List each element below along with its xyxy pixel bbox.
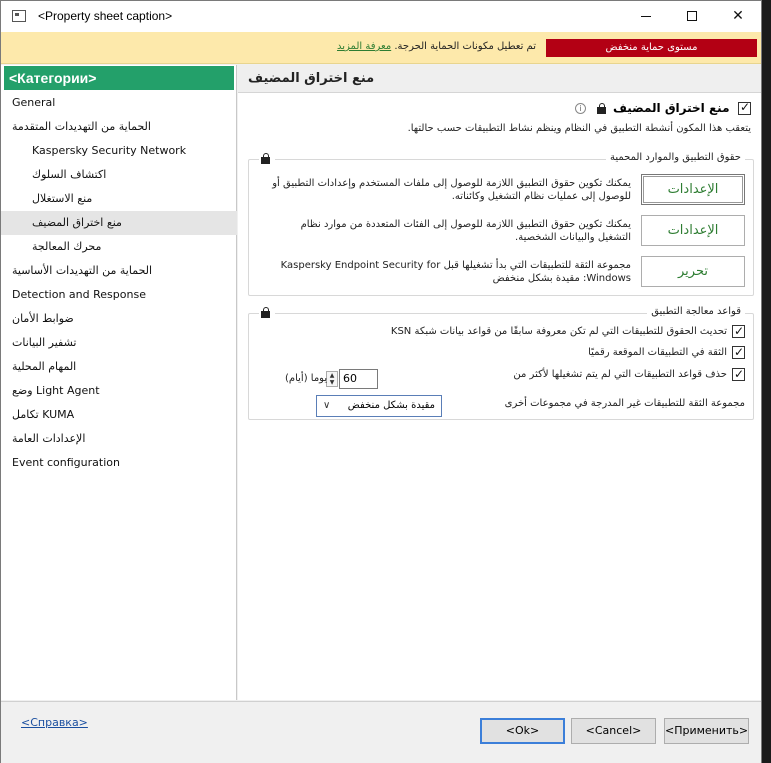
sidebar-item[interactable]: منع الاستغلال xyxy=(32,192,93,205)
main-header xyxy=(238,65,761,93)
categories-sidebar xyxy=(1,65,237,700)
sidebar-item[interactable]: المهام المحلية xyxy=(12,360,77,373)
sidebar-item[interactable]: محرك المعالجة xyxy=(32,240,102,253)
cancel-button[interactable]: <Cancel> xyxy=(571,718,656,744)
chevron-down-icon: ∨ xyxy=(323,400,331,411)
sidebar-item[interactable]: Detection and Response xyxy=(12,288,146,301)
sidebar-item[interactable]: Kaspersky Security Network xyxy=(32,144,187,157)
sidebar-item[interactable]: وضع Light Agent xyxy=(12,384,100,397)
component-label: منع اختراق المضيف xyxy=(612,101,730,115)
rule-ksn-checkbox[interactable] xyxy=(732,325,745,338)
rights-description-2: يمكنك تكوين حقوق التطبيق اللازمة للوصول إلى الفئات المتعددة من موارد نظام التشغيل والبيانات الشخصية. xyxy=(300,219,631,243)
trust-group-description: مجموعة الثقة للتطبيقات التي بدأ تشغيلها قبل Kaspersky Endpoint Security for Windows: مقيدة بشكل منخفض xyxy=(280,260,631,284)
page-title: منع اختراق المضيف xyxy=(248,71,375,86)
settings-button-2[interactable]: الإعدادات xyxy=(641,215,745,246)
window-title: <Property sheet caption> xyxy=(38,9,173,23)
learn-more-link[interactable]: معرفة المزيد xyxy=(337,41,392,52)
dialog-footer xyxy=(1,701,761,763)
title-bar xyxy=(1,1,761,32)
days-input[interactable]: 60 xyxy=(339,369,378,389)
protection-level-badge: مستوى حماية منخفض xyxy=(546,39,757,57)
sidebar-item[interactable]: اكتشاف السلوك xyxy=(32,168,107,181)
lock-icon xyxy=(261,307,273,318)
trust-group-select[interactable] xyxy=(316,395,442,417)
warning-bar xyxy=(1,32,761,64)
maximize-icon xyxy=(687,11,697,21)
group-lock-button[interactable] xyxy=(259,151,275,164)
categories-list xyxy=(1,91,237,475)
rule-ksn-label: تحديث الحقوق للتطبيقات التي لم تكن معروفة سابقًا من قواعد بيانات شبكة KSN xyxy=(390,326,727,337)
lock-icon xyxy=(261,153,273,164)
days-stepper[interactable] xyxy=(326,369,378,389)
rule-delete-unused[interactable] xyxy=(513,367,745,383)
ok-button[interactable]: <Ok> xyxy=(480,718,565,744)
sidebar-item[interactable]: General xyxy=(12,96,56,109)
rule-signed-label: الثقة في التطبيقات الموقعة رقميًا xyxy=(588,347,727,358)
component-toggle-row xyxy=(575,101,751,117)
app-icon xyxy=(12,10,26,22)
settings-button-1[interactable]: الإعدادات xyxy=(641,174,745,205)
group-lock-button[interactable] xyxy=(259,305,275,318)
sidebar-item[interactable]: الحماية من التهديدات الأساسية xyxy=(12,264,153,277)
app-rights-group xyxy=(248,152,754,296)
close-button[interactable] xyxy=(715,1,761,32)
info-icon[interactable]: i xyxy=(575,103,586,114)
help-link[interactable]: <Справка> xyxy=(21,716,88,729)
rule-signed-checkbox[interactable] xyxy=(732,346,745,359)
group-title: قواعد معالجة التطبيق xyxy=(647,306,745,317)
sidebar-item[interactable]: الإعدادات العامة xyxy=(12,432,86,445)
sidebar-item[interactable]: تكامل KUMA xyxy=(12,408,75,421)
rule-ksn-update[interactable] xyxy=(391,324,745,340)
sidebar-item[interactable]: Event configuration xyxy=(12,456,120,469)
lock-icon[interactable] xyxy=(597,103,609,114)
trust-group-label: مجموعة الثقة للتطبيقات غير المدرجة في مجموعات أخرى xyxy=(504,398,745,409)
background-window-strip xyxy=(762,0,771,763)
main-panel xyxy=(238,65,761,700)
rule-delete-checkbox[interactable] xyxy=(732,368,745,381)
maximize-button[interactable] xyxy=(669,1,715,32)
warning-message xyxy=(337,41,536,52)
sidebar-item[interactable]: ضوابط الأمان xyxy=(12,312,74,325)
categories-header: <Категории> xyxy=(4,66,234,90)
group-title: حقوق التطبيق والموارد المحمية xyxy=(606,152,745,163)
sidebar-item[interactable]: الحماية من التهديدات المتقدمة xyxy=(12,120,151,133)
rule-delete-label: حذف قواعد التطبيقات التي لم يتم تشغيلها لأكثر من xyxy=(513,369,727,380)
sidebar-item[interactable]: تشفير البيانات xyxy=(12,336,77,349)
minimize-icon xyxy=(641,16,651,17)
edit-button[interactable]: تحرير xyxy=(641,256,745,287)
warning-text: تم تعطيل مكونات الحماية الحرجة. xyxy=(394,41,536,52)
trust-group-value: مقيدة بشكل منخفض xyxy=(347,400,435,411)
component-enable-checkbox[interactable] xyxy=(738,102,751,115)
minimize-button[interactable] xyxy=(623,1,669,32)
days-unit-label: يوما (أيام) xyxy=(285,373,328,384)
sidebar-item[interactable]: منع اختراق المضيف xyxy=(1,211,237,235)
rule-trust-signed[interactable] xyxy=(588,345,745,361)
rights-description-1: يمكنك تكوين حقوق التطبيق اللازمة للوصول إلى ملفات المستخدم وإعدادات التطبيق أو للوصول إلى عمليات نظام التشغيل وكائناته. xyxy=(272,178,631,202)
component-description: يتعقب هذا المكون أنشطة التطبيق في النظام وينظم نشاط التطبيقات حسب حالتها. xyxy=(407,123,751,134)
close-icon: ✕ xyxy=(732,8,744,24)
apply-button[interactable]: <Применить> xyxy=(664,718,749,744)
spinner-icon[interactable]: ▲ ▼ xyxy=(326,371,338,387)
